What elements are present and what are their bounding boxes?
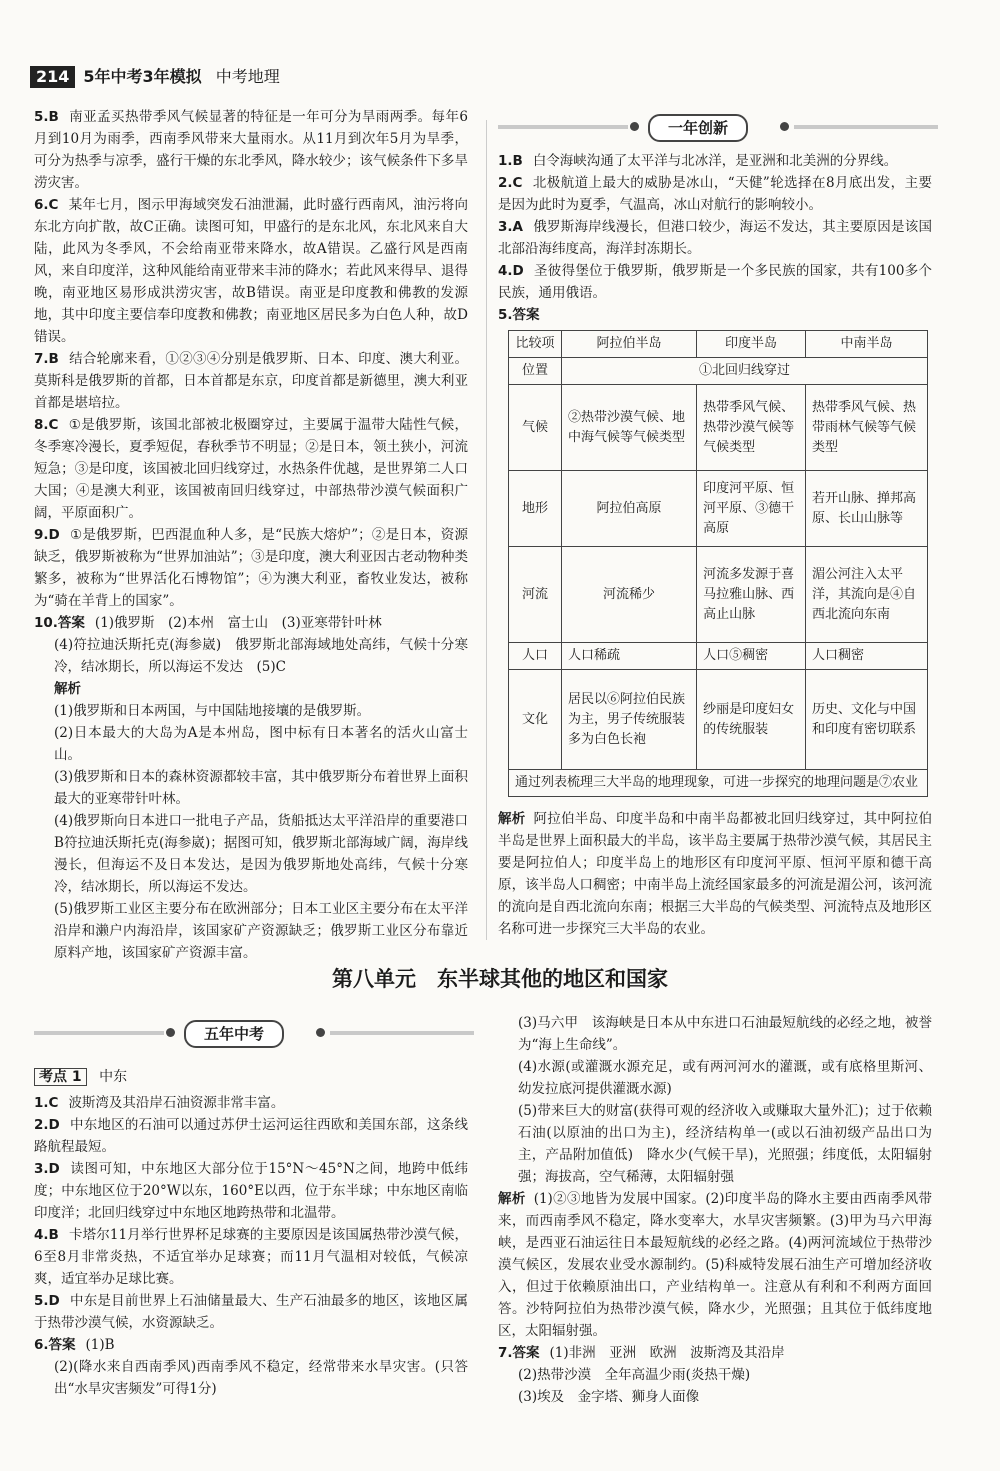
table-cell: 河流多发源于喜马拉雅山脉、西高止山脉 bbox=[697, 547, 806, 643]
table-cell: 印度河平原、恒河平原、③德干高原 bbox=[697, 471, 806, 547]
answer-item: 7.B 结合轮廓来看，①②③④分别是俄罗斯、日本、印度、澳大利亚。莫斯科是俄罗斯的首都，日本首都是东京，印度首都是新德里，澳大利亚首都是堪培拉。 bbox=[34, 351, 468, 411]
table-row bbox=[509, 670, 928, 770]
answer-item: 10.答案 (1)俄罗斯 (2)本州 富士山 (3)亚寒带针叶林 bbox=[34, 615, 382, 631]
table-cell: 河流 bbox=[509, 547, 562, 643]
table-cell: 人口稠密 bbox=[805, 643, 927, 670]
answer-line: (5)带来巨大的财富(获得可观的经济收入或赚取大量外汇)；过于依赖石油(以原油的出口为主)，经济结构单一(或以石油初级产品出口为主，产品附加值低) 降水少(气候干旱)，光照强；纬度低，太阳辐射强；海拔高，空气稀薄，太阳辐射强 bbox=[518, 1103, 932, 1185]
table-row bbox=[509, 385, 928, 471]
table-footer-row bbox=[509, 770, 928, 797]
table-cell: 热带季风气候、热带沙漠气候等气候类型 bbox=[697, 385, 806, 471]
table-row bbox=[509, 643, 928, 670]
left-top-column bbox=[34, 106, 468, 964]
table-cell: 气候 bbox=[509, 385, 562, 471]
table-cell: 河流稀少 bbox=[562, 547, 697, 643]
answer-item: 1.C 波斯湾及其沿岸石油资源非常丰富。 bbox=[34, 1095, 285, 1111]
table-cell: ①北回归线穿过 bbox=[562, 358, 928, 385]
explanation-line: (3)俄罗斯和日本的森林资源都较丰富，其中俄罗斯分布着世界上面积最大的亚寒带针叶林。 bbox=[54, 769, 468, 807]
answer-item: 4.B 卡塔尔11月举行世界杯足球赛的主要原因是该国属热带沙漠气候，6至8月非常炎热，不适宜举办足球赛；而11月气温相对较低，气候凉爽，适宜举办足球比赛。 bbox=[34, 1227, 468, 1287]
answer-line: (4)符拉迪沃斯托克(海参崴) 俄罗斯北部海域地处高纬，气候十分寒冷，结冰期长，所以海运不发达 (5)C bbox=[54, 637, 468, 675]
explanation-line: (1)俄罗斯和日本两国，与中国陆地接壤的是俄罗斯。 bbox=[54, 703, 371, 719]
answer-item: 9.D ①是俄罗斯，巴西混血种人多，是“民族大熔炉”；②是日本，资源缺乏，俄罗斯被称为“世界加油站”；③是印度，澳大利亚因古老动物种类繁多，被称为“世界活化石博物馆”；④为澳大利亚，畜牧业发达，被称为“骑在羊背上的国家”。 bbox=[34, 527, 468, 609]
explanation-line: (2)日本最大的大岛为A是本州岛，图中标有日本著名的活火山富士山。 bbox=[54, 725, 468, 763]
answer-item: 8.C ①是俄罗斯，该国北部被北极圈穿过，主要属于温带大陆性气候，冬季寒冷漫长，夏季短促，春秋季节不明显；②是日本，领土狭小，河流短急；③是印度，该国被北回归线穿过，水热条件优越，是世界第二人口大国；④是澳大利亚，该国被南回归线穿过，中部热带沙漠气候面积广阔，平原面积广。 bbox=[34, 417, 468, 521]
answer-item: 5.B 南亚孟买热带季风气候显著的特征是一年可分为旱雨两季。每年6月到10月为雨季，西南季风带来大量雨水。从11月到次年5月为旱季，可分为热季与凉季，盛行干燥的东北季风，降水较少；该气候条件下多旱涝灾害。 bbox=[34, 109, 468, 191]
page-number: 214 bbox=[30, 66, 75, 88]
table-header: 比较项 bbox=[509, 331, 562, 358]
table-header: 印度半岛 bbox=[697, 331, 806, 358]
table-cell: 若开山脉、掸邦高原、长山山脉等 bbox=[805, 471, 927, 547]
explanation-text: 解析 阿拉伯半岛、印度半岛和中南半岛都被北回归线穿过，其中阿拉伯半岛是世界上面积最大的半岛，该半岛主要属于热带沙漠气候，其居民主要是阿拉伯人；印度半岛上的地形区有印度河平原、恒河平原和德干高原，该半岛人口稠密；中南半岛上流经国家最多的河流是湄公河，该河流的流向是自西北流向东南；根据三大半岛的气候类型、河流特点及地形区名称可进一步探究三大半岛的农业。 bbox=[498, 811, 932, 937]
answer-item: 7.答案 (1)非洲 亚洲 欧洲 波斯湾及其沿岸 bbox=[498, 1345, 785, 1361]
banner-label: 一年创新 bbox=[648, 114, 748, 142]
table-cell: 地形 bbox=[509, 471, 562, 547]
answer-item: 3.A 俄罗斯海岸线漫长，但港口较少，海运不发达，其主要原因是该国北部沿海纬度高，海洋封冻期长。 bbox=[498, 219, 932, 257]
section-banner bbox=[34, 1020, 474, 1046]
answer-line: (4)水源(或灌溉水源充足，或有两河河水的灌溉，或有底格里斯河、幼发拉底河提供灌溉水源) bbox=[518, 1059, 932, 1097]
table-cell: 居民以⑥阿拉伯民族为主，男子传统服装多为白色长袍 bbox=[562, 670, 697, 770]
answer-item: 2.C 北极航道上最大的威胁是冰山，“天健”轮选择在8月底出发，主要是因为此时为夏季，气温高，冰山对航行的影响较小。 bbox=[498, 175, 932, 213]
answer-line: (2)(降水来自西南季风)西南季风不稳定，经常带来水旱灾害。(只答出“水旱灾害频发”可得1分) bbox=[54, 1359, 468, 1397]
banner-dot bbox=[316, 1028, 325, 1037]
table-cell: 纱丽是印度妇女的传统服装 bbox=[697, 670, 806, 770]
kaodian-heading bbox=[34, 1066, 127, 1088]
table-cell: 人口⑤稠密 bbox=[697, 643, 806, 670]
answer-item: 6.C 某年七月，图示甲海域突发石油泄漏，此时盛行西南风，油污将向东北方向扩散，故C正确。读图可知，甲盛行的是东北风，东北风来自大陆，此风为冬季风，不会给南亚带来降水，故A错误。乙盛行风是西南风，来自印度洋，这种风能给南亚带来丰沛的降水；若此风来得早、退得晚，南亚地区易形成洪涝灾害，故B错误。南亚是印度教和佛教的发源地，其中印度主要信奉印度教和佛教；南亚地区居民多为白色人种，故D错误。 bbox=[34, 197, 468, 345]
table-cell: 历史、文化与中国和印度有密切联系 bbox=[805, 670, 927, 770]
banner-dot bbox=[630, 122, 639, 131]
table-cell: 湄公河注入太平洋，其流向是④自西北流向东南 bbox=[805, 547, 927, 643]
table-row bbox=[509, 471, 928, 547]
q5-explanation bbox=[498, 808, 932, 940]
table-header: 中南半岛 bbox=[805, 331, 927, 358]
table-row bbox=[509, 358, 928, 385]
table-row bbox=[509, 547, 928, 643]
table-cell: 人口稀疏 bbox=[562, 643, 697, 670]
table-cell: 阿拉伯高原 bbox=[562, 471, 697, 547]
answer-item: 5.D 中东是目前世界上石油储量最大、生产石油最多的地区，该地区属于热带沙漠气候，水资源缺乏。 bbox=[34, 1293, 468, 1331]
table-footer: 通过列表梳理三大半岛的地理现象，可进一步探究的地理问题是⑦农业 bbox=[509, 770, 928, 797]
page-header bbox=[30, 66, 280, 90]
table-header-row bbox=[509, 331, 928, 358]
answer-item: 5.答案 bbox=[498, 307, 540, 323]
answer-item: 6.答案 (1)B bbox=[34, 1337, 115, 1353]
banner-dot bbox=[780, 122, 789, 131]
table-cell: ②热带沙漠气候、地中海气候等气候类型 bbox=[562, 385, 697, 471]
explanation-line: (5)俄罗斯工业区主要分布在欧洲部分；日本工业区主要分布在太平洋沿岸和濑户内海沿岸，该国家矿产资源缺乏；俄罗斯工业区分布靠近原料产地，该国家矿产资源丰富。 bbox=[54, 901, 468, 961]
table-cell: 热带季风气候、热带雨林气候等气候类型 bbox=[805, 385, 927, 471]
explanation-label: 解析 bbox=[54, 681, 81, 697]
table-header: 阿拉伯半岛 bbox=[562, 331, 697, 358]
explanation-line: (4)俄罗斯向日本进口一批电子产品，货船抵达太平洋沿岸的重要港口B符拉迪沃斯托克(海参崴)；据图可知，俄罗斯北部海域广阔，海岸线漫长，但海运不及日本发达，是因为俄罗斯地处高纬，气候十分寒冷，结冰期长，所以海运不发达。 bbox=[54, 813, 468, 895]
book-title: 5年中考3年模拟 bbox=[83, 67, 202, 86]
right-top-column bbox=[498, 150, 932, 326]
answer-item: 1.B 白令海峡沟通了太平洋与北冰洋，是亚洲和北美洲的分界线。 bbox=[498, 153, 898, 169]
answer-line: (2)热带沙漠 全年高温少雨(炎热干燥) bbox=[518, 1367, 751, 1383]
right-bottom-column bbox=[498, 1012, 932, 1408]
table-cell: 位置 bbox=[509, 358, 562, 385]
banner-label: 五年中考 bbox=[184, 1020, 284, 1048]
banner-dot bbox=[166, 1028, 175, 1037]
kaodian-name: 中东 bbox=[99, 1069, 128, 1085]
answer-line: (3)埃及 金字塔、狮身人面像 bbox=[518, 1389, 700, 1405]
answer-item: 2.D 中东地区的石油可以通过苏伊士运河运往西欧和美国东部，这条线路航程最短。 bbox=[34, 1117, 468, 1155]
answer-item: 3.D 读图可知，中东地区大部分位于15°N～45°N之间，地跨中低纬度；中东地区位于20°W以东，160°E以西，位于东半球；中东地区南临印度洋；北回归线穿过中东地区地跨热带和北温带。 bbox=[34, 1161, 468, 1221]
table-cell: 人口 bbox=[509, 643, 562, 670]
column-divider bbox=[486, 120, 487, 940]
answer-line: (3)马六甲 该海峡是日本从中东进口石油最短航线的必经之地，被誉为“海上生命线”。 bbox=[518, 1015, 932, 1053]
table-cell: 文化 bbox=[509, 670, 562, 770]
answer-item: 4.D 圣彼得堡位于俄罗斯，俄罗斯是一个多民族的国家，共有100多个民族，通用俄语。 bbox=[498, 263, 932, 301]
left-bottom-column bbox=[34, 1092, 468, 1400]
unit-title: 第八单元 东半球其他的地区和国家 bbox=[332, 967, 668, 991]
subject-title: 中考地理 bbox=[215, 67, 280, 86]
explanation-text: 解析 (1)②③地皆为发展中国家。(2)印度半岛的降水主要由西南季风带来，而西南季风不稳定，降水变率大，水旱灾害频繁。(3)甲为马六甲海峡，是西亚石油运往日本最短航线的必经之路。(4)两河流域位于热带沙漠气候区，发展农业受水源制约。(5)科威特发展石油生产可增加经济收入，但过于依赖原油出口，产业结构单一。注意从有利和不利两方面回答。沙特阿拉伯为热带沙漠气候，降水少，光照强；且其位于低纬度地区，太阳辐射强。 bbox=[498, 1191, 933, 1339]
kaodian-badge: 考点 1 bbox=[34, 1068, 87, 1086]
section-banner bbox=[498, 114, 938, 140]
peninsula-comparison-table bbox=[508, 330, 928, 797]
